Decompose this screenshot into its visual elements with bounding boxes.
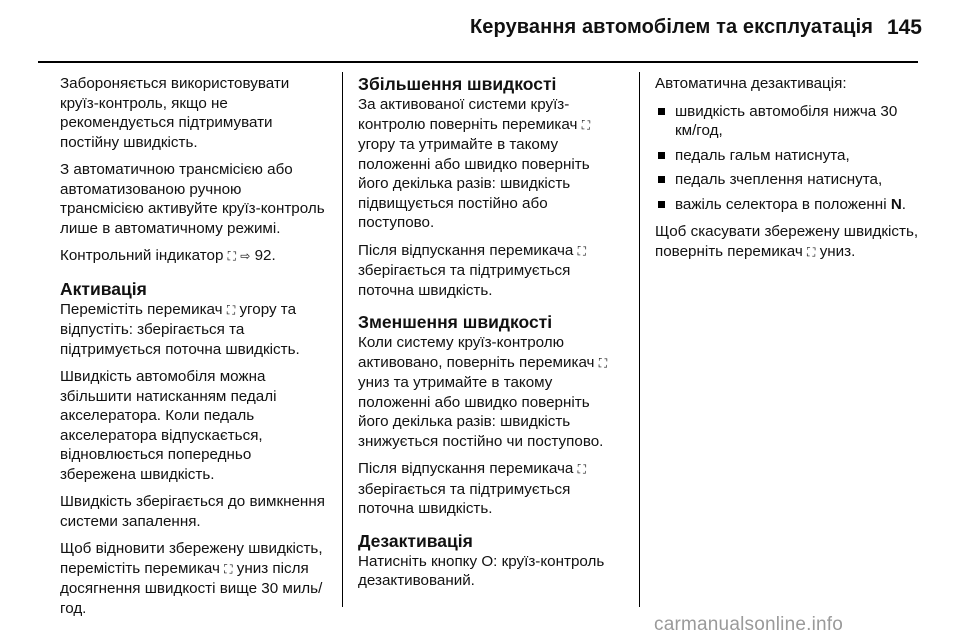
column-divider-2 [639,72,640,607]
page-reference-arrow-icon: ⇨ [240,249,251,263]
column-2 [358,74,624,599]
paragraph [60,539,326,618]
text: 92. [254,247,276,264]
header-rule [38,61,918,63]
paragraph: З автоматичною трансмісією або автоматизованою ручною трансмісією активуйте круїз-контроль лише в автоматичному режимі. [60,161,325,237]
text: униз та утримайте в такому положенні або швидко поверніть його декілька разів: швидкість знижується постійно чи поступово. [358,374,604,450]
selector-position-n: N [890,195,902,213]
bullet-square-icon [658,108,665,115]
text: швидкість автомобіля нижча 30 км/год, [675,102,898,139]
paragraph-indicator [60,246,326,267]
text: угору та утримайте в такому положенні або швидко поверніть його декілька разів: швидкість підвищується постійно або поступово. [358,136,590,231]
text: Щоб відновити збережену швидкість, перемістіть перемикач [60,540,323,577]
page-number: 145 [886,16,922,39]
cruise-switch-down-icon: ⛶ [224,561,233,576]
paragraph: Швидкість автомобіля можна збільшити натисканням педалі акселератора. Коли педаль акселератора відпускається, відновлюється попередньо збережена швидкість. [60,368,277,483]
cruise-switch-up-icon: ⛶ [581,117,591,132]
paragraph [358,241,624,301]
button-o-icon: O [481,552,494,570]
bullet-square-icon [658,152,665,159]
deactivation-list [655,102,921,215]
paragraph [655,222,921,262]
text: педаль гальм натиснута, [675,146,850,164]
cruise-switch-up-icon: ⛶ [577,243,586,258]
text: Натисніть кнопку [358,552,478,570]
paragraph [358,552,624,591]
text: Контрольний індикатор [60,247,224,264]
section-heading-increase-speed: Збільшення швидкості [358,74,557,94]
paragraph [60,300,326,360]
cruise-switch-down-icon: ⛶ [598,355,608,370]
column-3 [655,74,921,270]
paragraph: Швидкість зберігається до вимкнення системи запалення. [60,493,325,530]
section-heading-activation: Активація [60,278,147,299]
text: педаль зчеплення натиснута, [675,171,883,188]
paragraph: Забороняється використовувати круїз-контроль, якщо не рекомендується підтримувати постійну швидкість. [60,75,290,151]
section-heading-deactivation: Дезактивація [358,530,473,551]
list-item [655,146,921,166]
text: Щоб скасувати збережену швидкість, поверніть перемикач [655,223,919,260]
column-1 [60,74,326,626]
text: важіль селектора в положенні [675,195,887,213]
bullet-square-icon [658,176,665,183]
text: зберігається та підтримується поточна швидкість. [358,480,571,517]
cruise-switch-down-icon: ⛶ [807,244,816,259]
paragraph [358,95,624,233]
text: Коли систему круїз-контролю активовано, поверніть перемикач [358,334,595,371]
paragraph [358,333,624,451]
paragraph: Автоматична дезактивація: [655,75,847,92]
text: : круїз-контроль дезактивований. [358,552,605,589]
text: зберігається та підтримується поточна швидкість. [358,262,571,299]
text: униз після досягнення швидкості вище 30 миль/год. [60,559,323,617]
text: униз. [819,242,856,260]
text: Перемістіть перемикач [60,300,223,318]
text: . [901,195,907,213]
text: Після відпускання перемикача [358,460,574,477]
watermark: carmanualsonline.info [654,614,844,635]
section-heading-decrease-speed: Зменшення швидкості [358,312,553,332]
list-item [655,170,921,190]
text: За активованої системи круїз-контролю поверніть перемикач [358,96,578,133]
bullet-square-icon [658,201,665,208]
paragraph [358,459,624,519]
list-item [655,102,921,141]
list-item [655,195,921,215]
text: Після відпускання перемикача [358,241,574,259]
page-header-title: Керування автомобілем та експлуатація [470,16,874,38]
cruise-switch-down-icon: ⛶ [577,462,586,476]
cruise-control-icon: ⛶ [227,249,237,263]
text: угору та відпустіть: зберігається та підтримується поточна швидкість. [60,300,300,358]
cruise-switch-up-icon: ⛶ [226,302,236,317]
column-divider-1 [342,72,343,607]
